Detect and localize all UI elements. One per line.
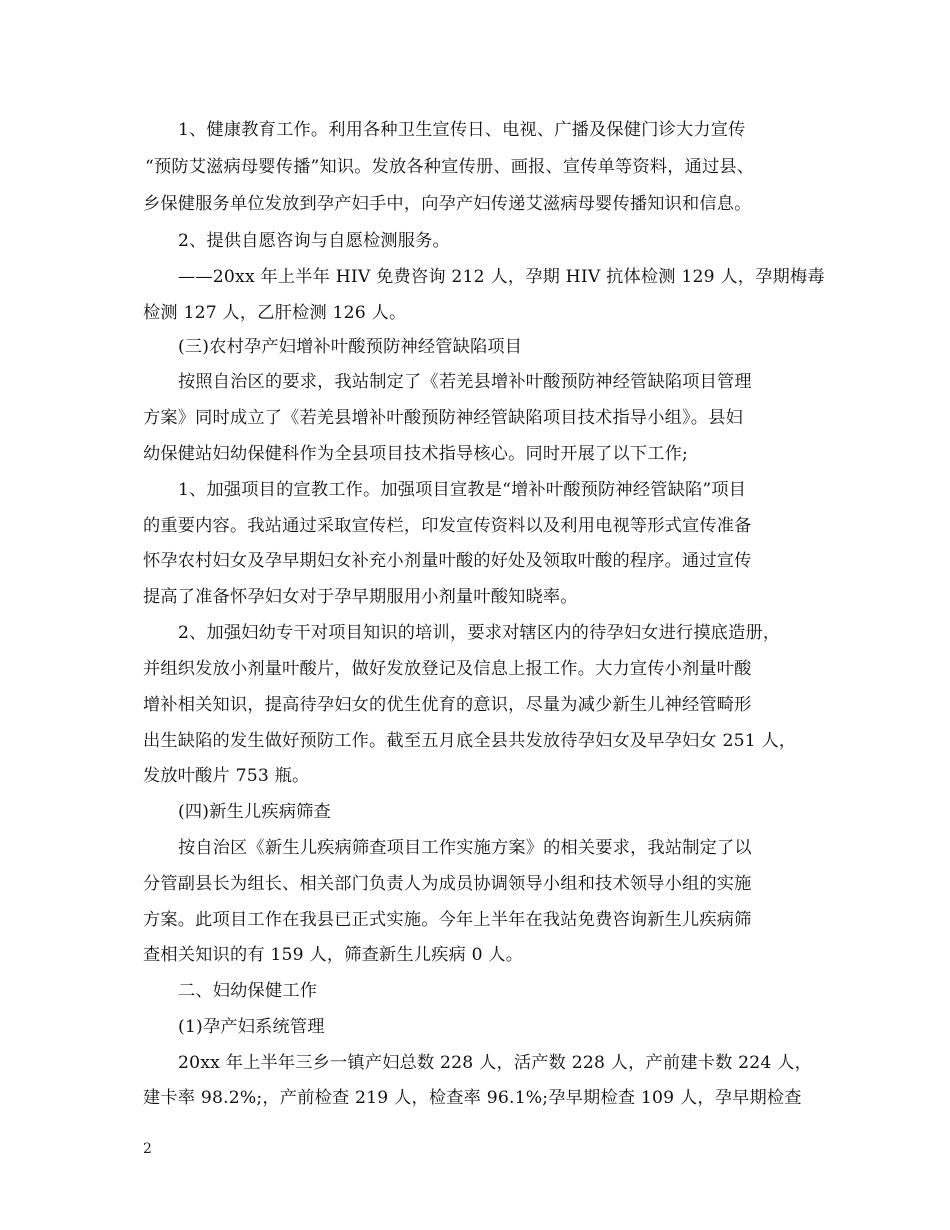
page-number: 2 <box>143 1141 152 1157</box>
paragraph-line: “预防艾滋病母婴传播”知识。发放各种宣传册、画报、宣传单等资料，通过县、 <box>145 157 755 177</box>
paragraph-line: 增补相关知识，提高待孕妇女的优生优育的意识，尽量为减少新生儿神经管畸形 <box>143 695 752 715</box>
paragraph-line: 发放叶酸片 753 瓶。 <box>143 766 310 786</box>
paragraph-line: 按自治区《新生儿疾病筛查项目工作实施方案》的相关要求，我站制定了以 <box>178 838 752 858</box>
paragraph-line: 方案》同时成立了《若羌县增补叶酸预防神经管缺陷项目技术指导小组》。县妇 <box>143 408 743 428</box>
paragraph-line: 乡保健服务单位发放到孕产妇手中，向孕产妇传递艾滋病母婴传播知识和信息。 <box>143 194 752 214</box>
paragraph-line: 查相关知识的有 159 人，筛查新生儿疾病 0 人。 <box>143 945 524 965</box>
paragraph-line: 按照自治区的要求，我站制定了《若羌县增补叶酸预防神经管缺陷项目管理 <box>178 372 752 392</box>
paragraph-line: 幼保健站妇幼保健科作为全县项目技术指导核心。同时开展了以下工作; <box>143 444 689 464</box>
section-heading: (四)新生儿疾病筛查 <box>178 802 331 822</box>
section-heading: (三)农村孕产妇增补叶酸预防神经管缺陷项目 <box>178 337 523 357</box>
paragraph-line: 20xx 年上半年三乡一镇产妇总数 228 人，活产数 228 人，产前建卡数 224 人， <box>178 1053 812 1073</box>
paragraph-line: 的重要内容。我站通过采取宣传栏，印发宣传资料以及利用电视等形式宣传准备 <box>143 516 752 536</box>
paragraph-line: 方案。此项目工作在我县已正式实施。今年上半年在我站免费咨询新生儿疾病筛 <box>143 910 752 930</box>
paragraph-line: ——20xx 年上半年 HIV 免费咨询 212 人，孕期 HIV 抗体检测 129 人，孕期梅毒 <box>178 267 825 287</box>
paragraph-line: 检测 127 人，乙肝检测 126 人。 <box>143 303 407 323</box>
paragraph-line: 1、加强项目的宣教工作。加强项目宣教是“增补叶酸预防神经管缺陷”项目 <box>178 480 747 500</box>
paragraph-line: 2、加强妇幼专干对项目知识的培训，要求对辖区内的待孕妇女进行摸底造册， <box>178 623 781 643</box>
paragraph-line: 2、提供自愿咨询与自愿检测服务。 <box>178 231 450 251</box>
paragraph-line: 1、健康教育工作。利用各种卫生宣传日、电视、广播及保健门诊大力宣传 <box>178 120 746 140</box>
paragraph-line: 建卡率 98.2%;，产前检查 219 人，检查率 96.1%;孕早期检查 109 人，孕早期检查 <box>143 1088 802 1108</box>
paragraph-line: 分管副县长为组长、相关部门负责人为成员协调领导小组和技术领导小组的实施 <box>143 874 752 894</box>
paragraph-line: 并组织发放小剂量叶酸片，做好发放登记及信息上报工作。大力宣传小剂量叶酸 <box>143 659 752 679</box>
paragraph-line: 出生缺陷的发生做好预防工作。截至五月底全县共发放待孕妇女及早孕妇女 251 人， <box>143 731 797 751</box>
section-heading: 二、妇幼保健工作 <box>178 981 318 1001</box>
paragraph-line: 提高了准备怀孕妇女对于孕早期服用小剂量叶酸知晓率。 <box>143 587 578 607</box>
paragraph-line: 怀孕农村妇女及孕早期妇女补充小剂量叶酸的好处及领取叶酸的程序。通过宣传 <box>143 551 752 571</box>
section-heading: (1)孕产妇系统管理 <box>178 1017 325 1037</box>
